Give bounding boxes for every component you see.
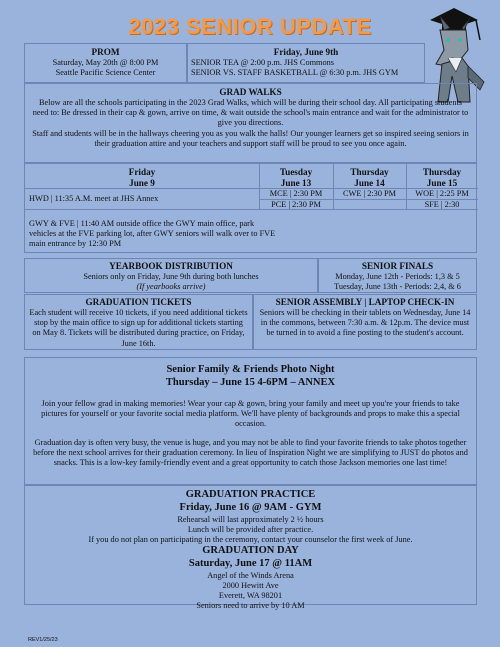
venue-street: 2000 Hewitt Ave xyxy=(222,580,279,590)
practice-lunch: Lunch will be provided after practice. xyxy=(187,524,314,534)
senior-finals-heading: SENIOR FINALS xyxy=(361,261,434,271)
gwy-fve-walk: GWY & FVE | 11:40 AM outside office the GWY main office, park vehicles at the FVE parking lot, after GWY seniors will walk over to FVE main entrance by 12:30 PM xyxy=(29,219,276,249)
graduation-day-date: Saturday, June 17 @ 11AM xyxy=(188,557,313,569)
practice-duration: Rehearsal will last approximately 2 ½ hours xyxy=(177,514,324,524)
prom-date: Saturday, May 20th @ 8:00 PM xyxy=(52,58,159,68)
graduation-day-heading: GRADUATION DAY xyxy=(202,544,299,556)
grad-walks-paragraph-1: Below are all the schools participating in the 2023 Grad Walks, which will be during their school day. All participating students need to: Be dressed in their cap & gown, arrive on time, & wait outside the school's main entrance and wait for the administrator to give you directions. xyxy=(32,98,469,128)
yearbook-line-2: (If yearbooks arrive) xyxy=(136,282,206,292)
page-title: 2023 SENIOR UPDATE xyxy=(128,14,372,39)
revision-label: REV1/25/23 xyxy=(28,637,58,643)
senior-tea-line: SENIOR TEA @ 2:00 p.m. JHS Commons xyxy=(191,58,335,68)
grad-walks-section xyxy=(24,83,477,163)
pce-walk: PCE | 2:30 PM xyxy=(271,200,321,209)
yearbook-heading: YEARBOOK DISTRIBUTION xyxy=(109,261,233,271)
sfe-walk: SFE | 2:30 xyxy=(424,200,460,209)
thursday-14-date-label: June 14 xyxy=(354,178,385,189)
senior-assembly-body: Seniors will be checking in their tablets on Wednesday, June 14 in the commons, between 7:30 a.m. & 12p.m. The device must be turned in to avoid a fine posting to the student's account. xyxy=(259,308,471,338)
photo-night-paragraph-2: Graduation day is often very busy, the venue is huge, and you may not be able to find your favorite friends to take photos together before the next school arrives for their graduation ceremony. In lieu of Inspiration Night we are simplifying to JUST do photos and snacks. This is a low-key family-friendly event and a great opportunity to catch those Jackson memories one last time! xyxy=(33,437,468,468)
photo-night-heading: Senior Family & Friends Photo Night xyxy=(166,364,335,375)
friday-day-label: Friday xyxy=(128,167,156,177)
photo-night-section xyxy=(24,357,477,485)
thursday-14-day-label: Thursday xyxy=(350,167,389,177)
senior-assembly-section xyxy=(253,294,477,350)
photo-night-paragraph-1: Join your fellow grad in making memories! Wear your cap & gown, bring your family and meet up you're your friends to take pictures for yourself or your favorite social media platform. We'll have plenty of backgrounds and props to make this a special occasion. xyxy=(41,398,460,428)
graduation-practice-date: Friday, June 16 @ 9AM - GYM xyxy=(179,501,322,513)
yearbook-section xyxy=(24,258,318,293)
senior-finals-section xyxy=(318,258,477,293)
tuesday-date-label: June 13 xyxy=(280,178,312,189)
graduation-tickets-body: Each student will receive 10 tickets, if you need additional tickets stop by the main office to sign up for additional tickets starting on May 8. Tickets will be distributed during practice, on Friday, June 16th. xyxy=(29,308,248,348)
friday-june-9-heading: Friday, June 9th xyxy=(273,47,339,57)
grad-walks-heading: GRAD WALKS xyxy=(219,87,282,97)
venue-name: Angel of the Winds Arena xyxy=(207,570,294,580)
graduation-practice-heading: GRADUATION PRACTICE xyxy=(185,489,316,500)
prom-heading: PROM xyxy=(91,47,120,57)
thursday-15-day-label: Thursday xyxy=(422,167,462,177)
tuesday-day-label: Tuesday xyxy=(279,167,313,177)
basketball-line: SENIOR VS. STAFF BASKETBALL @ 6:30 p.m. JHS GYM xyxy=(191,68,399,78)
venue-city: Everett, WA 98201 xyxy=(218,590,283,600)
senior-finals-line-2: Tuesday, June 13th - Periods: 2,4, & 6 xyxy=(334,282,461,292)
arrival-time: Seniors need to arrive by 10 AM xyxy=(196,600,305,610)
cwe-walk: CWE | 2:30 PM xyxy=(342,189,397,198)
graduation-tickets-section xyxy=(24,294,253,350)
graduation-section xyxy=(24,485,477,610)
grad-walk-schedule xyxy=(24,163,477,253)
woe-walk: WOE | 2:25 PM xyxy=(415,189,469,198)
prom-location: Seattle Pacific Science Center xyxy=(55,68,156,78)
grad-walks-paragraph-2: Staff and students will be in the hallways cheering you as you walk the halls! Our younger learners get so inspired seeing seniors in their graduation attire and your teachers and support staff will be proud to see you once again. xyxy=(32,128,469,148)
senior-finals-line-1: Monday, June 12th - Periods: 1,3 & 5 xyxy=(335,272,460,282)
photo-night-date: Thursday – June 15 4-6PM – ANNEX xyxy=(165,376,336,388)
practice-counselor-note: If you do not plan on participating in the ceremony, contact your counselor the first week of June. xyxy=(88,534,413,544)
hwd-walk: HWD | 11:35 A.M. meet at JHS Annex xyxy=(29,194,159,203)
yearbook-line-1: Seniors only on Friday, June 9th during both lunches xyxy=(83,272,259,282)
mce-walk: MCE | 2:30 PM xyxy=(269,189,323,198)
prom-section xyxy=(24,43,187,83)
friday-june-9-section xyxy=(187,43,425,83)
senior-assembly-heading: SENIOR ASSEMBLY | LAPTOP CHECK-IN xyxy=(275,297,455,307)
thursday-15-date-label: June 15 xyxy=(426,178,458,189)
graduation-tickets-heading: GRADUATION TICKETS xyxy=(85,297,192,307)
friday-date-label: June 9 xyxy=(129,178,155,189)
